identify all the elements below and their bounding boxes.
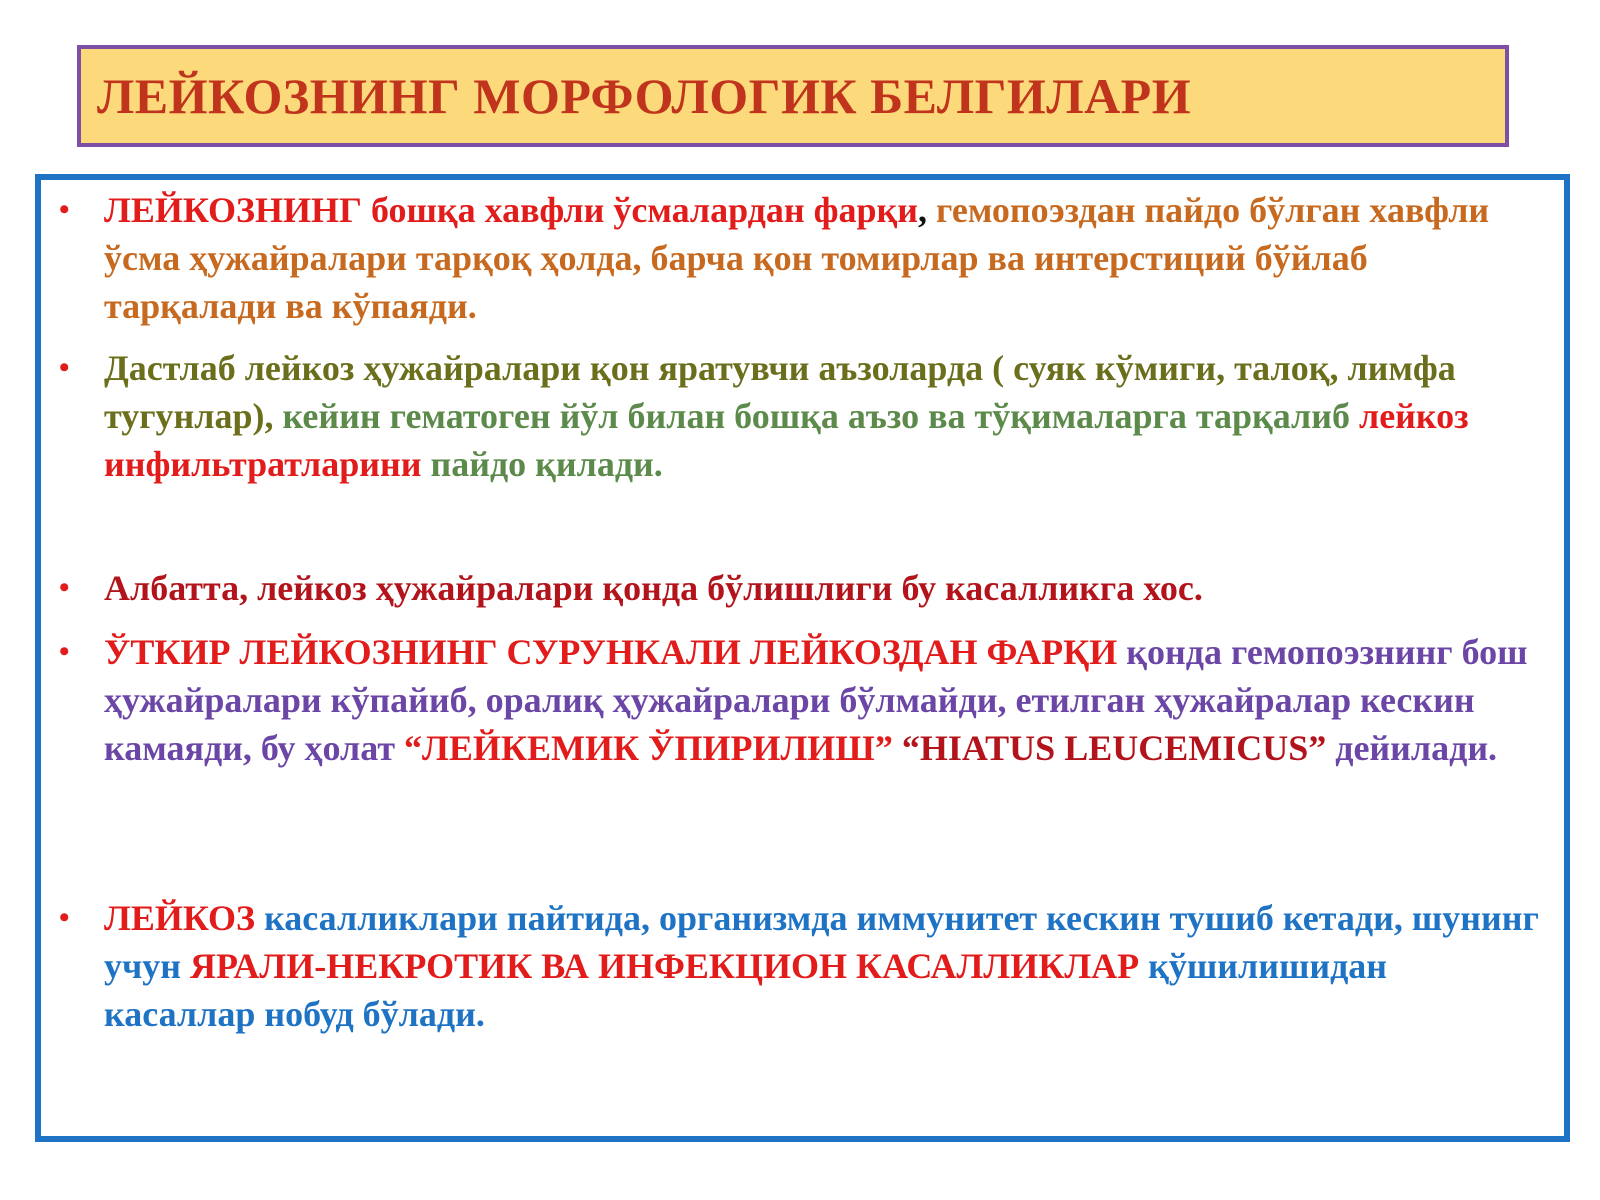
slide-title: ЛЕЙКОЗНИНГ МОРФОЛОГИК БЕЛГИЛАРИ xyxy=(97,68,1192,124)
bullet-text-part: гемопоэздан пайдо бўлган хавфли ўсма ҳужайралари тарқоқ ҳолда, барча қон томирлар ва интерстиций бўйлаб тарқалади ва кўпаяди. xyxy=(104,190,1490,326)
bullet-icon: • xyxy=(59,635,70,668)
bullet-text-part: Дастлаб лейкоз ҳужайралари қон яратувчи аъзоларда ( суяк кўмиги, талоқ, лимфа тугунлар), xyxy=(104,348,1456,436)
bullet-item xyxy=(59,564,1539,612)
bullet-text-part: лейкоз инфильтратларини xyxy=(104,396,1469,484)
bullet-text xyxy=(104,894,1539,1038)
bullet-text-part: “ЛЕЙКЕМИК ЎПИРИЛИШ” xyxy=(404,728,902,768)
title-box xyxy=(77,45,1509,147)
bullet-text-part: ЎТКИР ЛЕЙКОЗНИНГ СУРУНКАЛИ ЛЕЙКОЗДАН ФАРҚИ xyxy=(104,632,1127,672)
bullet-item xyxy=(59,628,1539,772)
bullet-text-part: пайдо қилади. xyxy=(430,444,663,484)
bullet-text-part: қонда гемопоэзнинг бош ҳужайралари кўпайиб, оралиқ ҳужайралари бўлмайди, етилган ҳужайралар кескин камаяди, бу ҳолат xyxy=(104,632,1528,768)
bullet-text-part: бошқа хавфли ўсмалардан фарқи xyxy=(370,190,919,230)
bullet-text-part: кейин гематоген йўл билан бошқа аъзо ва тўқималарга тарқалиб xyxy=(282,396,1359,436)
bullet-icon: • xyxy=(59,351,70,384)
bullet-text-part: ЯРАЛИ-НЕКРОТИК ВА ИНФЕКЦИОН КАСАЛЛИКЛАР xyxy=(190,946,1149,986)
bullet-icon: • xyxy=(59,193,70,226)
bullet-text-part: дейилади. xyxy=(1335,728,1498,768)
content-box xyxy=(35,174,1570,1142)
bullet-text xyxy=(104,564,1539,612)
bullet-icon: • xyxy=(59,901,70,934)
bullet-item xyxy=(59,186,1539,330)
bullet-text xyxy=(104,186,1539,330)
bullet-text-part: , xyxy=(918,190,937,230)
bullet-text xyxy=(104,344,1539,488)
bullet-text-part: ЛЕЙКОЗ xyxy=(104,898,265,938)
bullet-text-part: касалликлари пайтида, организмда иммунитет кескин тушиб кетади, шунинг учун xyxy=(104,898,1539,986)
bullet-icon: • xyxy=(59,571,70,604)
bullet-text-part: ЛЕЙКОЗНИНГ xyxy=(104,190,371,230)
bullet-text xyxy=(104,628,1539,772)
bullet-item xyxy=(59,894,1539,1038)
bullet-text-part: Албатта, лейкоз ҳужайралари қонда бўлишлиги бу касалликга хос. xyxy=(104,568,1203,608)
bullet-text-part: “HIATUS LEUCEMICUS” xyxy=(901,728,1336,768)
bullet-text-part: қўшилишидан касаллар нобуд бўлади. xyxy=(104,946,1388,1034)
bullet-item xyxy=(59,344,1539,488)
